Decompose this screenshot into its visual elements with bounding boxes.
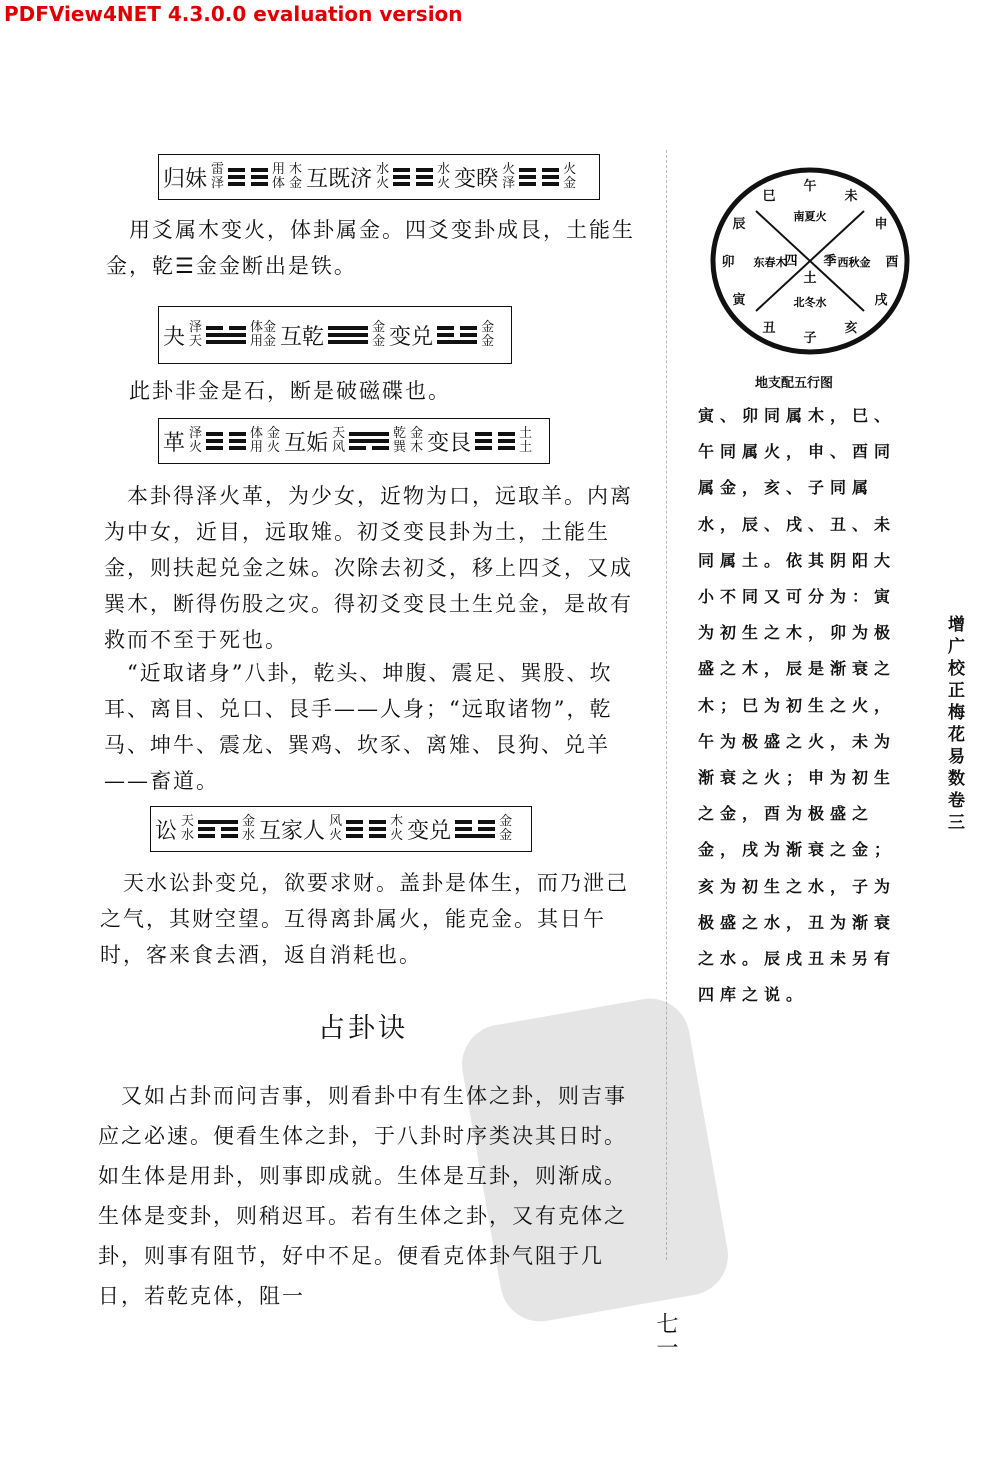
stacked-annotation bbox=[372, 321, 385, 349]
yao-line bbox=[455, 834, 495, 838]
branch-label: 丑 bbox=[762, 320, 776, 336]
stacked-annotation bbox=[189, 321, 202, 349]
branch-label: 未 bbox=[844, 189, 858, 205]
annotation-line: 水 bbox=[376, 162, 390, 177]
stacked-annotation bbox=[289, 163, 302, 191]
stacked-annotation bbox=[181, 815, 194, 843]
earthly-branches-diagram bbox=[708, 166, 912, 356]
yao-line bbox=[228, 168, 268, 172]
paragraph-2: 此卦非金是石，断是破磁碟也。 bbox=[106, 379, 451, 403]
hexagram-name: 讼 bbox=[155, 818, 178, 844]
paragraph-1: 用爻属木变火，体卦属金。四爻变卦成艮，土能生金，乾☰金金断出是铁。 bbox=[106, 218, 635, 278]
hexagram-box-guai bbox=[158, 306, 512, 364]
annotation-line: 水 bbox=[181, 828, 195, 843]
yao-line bbox=[455, 820, 495, 824]
yao-line bbox=[206, 432, 246, 436]
yao-line bbox=[519, 168, 559, 172]
yao-line bbox=[393, 182, 433, 186]
annotation-line: 金 bbox=[267, 426, 281, 441]
stacked-annotation bbox=[376, 163, 389, 191]
annotation-line: 金 bbox=[289, 176, 303, 191]
annotation-line: 泽 bbox=[211, 176, 225, 191]
yao-line bbox=[475, 439, 515, 443]
stacked-annotation bbox=[410, 427, 423, 455]
annotation-line: 泽 bbox=[189, 320, 203, 335]
branch-label: 子 bbox=[803, 331, 817, 346]
yao-line bbox=[206, 439, 246, 443]
annotation-line: 体 bbox=[272, 176, 286, 191]
yao-line bbox=[519, 175, 559, 179]
yao-line bbox=[206, 326, 246, 330]
yao-line bbox=[346, 820, 386, 824]
stacked-annotation bbox=[393, 427, 406, 455]
hexagram-lines-icon bbox=[455, 820, 495, 838]
yao-line bbox=[206, 340, 246, 344]
hexagram-name: 变睽 bbox=[454, 166, 499, 192]
hexagram-lines-icon bbox=[349, 432, 389, 450]
stacked-annotation bbox=[250, 427, 263, 455]
branch-label: 寅 bbox=[732, 293, 746, 308]
yao-line bbox=[198, 834, 238, 838]
section-heading: 占卦诀 bbox=[318, 1013, 408, 1044]
hexagram-lines-icon bbox=[519, 168, 559, 186]
stacked-annotation bbox=[481, 321, 494, 349]
hexagram-box-ge bbox=[158, 418, 550, 464]
stacked-annotation bbox=[499, 815, 512, 843]
hexagram-lines-icon bbox=[328, 326, 368, 344]
annotation-line: 天 bbox=[181, 814, 195, 829]
yao-line bbox=[198, 827, 238, 831]
yao-line bbox=[349, 439, 389, 443]
annotation-line: 木 bbox=[289, 162, 303, 177]
hexagram-box-guimei bbox=[158, 154, 600, 200]
annotation-line: 火 bbox=[437, 176, 451, 191]
annotation-line: 泽 bbox=[189, 426, 203, 441]
annotation-line: 火 bbox=[329, 828, 343, 843]
west-label: 西秋金 bbox=[837, 256, 871, 269]
stacked-annotation bbox=[390, 815, 403, 843]
yao-line bbox=[206, 333, 246, 337]
yao-line bbox=[475, 446, 515, 450]
annotation-line: 天 bbox=[189, 334, 203, 349]
annotation-line: 火 bbox=[376, 176, 390, 191]
stacked-annotation bbox=[519, 427, 532, 455]
east-label: 东春木 bbox=[753, 256, 787, 269]
annotation-line: 金 bbox=[481, 334, 495, 349]
annotation-line: 金 bbox=[499, 814, 513, 829]
evaluation-watermark: PDFView4NET 4.3.0.0 evaluation version bbox=[4, 2, 463, 26]
hexagram-lines-icon bbox=[346, 820, 386, 838]
hexagram-name: 互姤 bbox=[284, 430, 329, 456]
hexagram-name: 变艮 bbox=[427, 430, 472, 456]
branch-label: 酉 bbox=[885, 255, 899, 270]
yao-line bbox=[393, 175, 433, 179]
hexagram-lines-icon bbox=[206, 432, 246, 450]
yao-line bbox=[228, 182, 268, 186]
branch-label: 巳 bbox=[762, 189, 776, 205]
annotation-line: 火 bbox=[502, 162, 516, 177]
annotation-line: 巽 bbox=[393, 440, 407, 455]
stacked-annotation bbox=[329, 815, 342, 843]
yao-line bbox=[349, 432, 389, 436]
yao-line bbox=[519, 182, 559, 186]
season-label: 季 bbox=[823, 254, 837, 269]
hexagram-name: 变兑 bbox=[389, 324, 434, 350]
annotation-line: 风 bbox=[329, 814, 343, 829]
four-label: 四 bbox=[784, 254, 798, 269]
hexagram-name: 归妹 bbox=[163, 166, 208, 192]
yao-line bbox=[393, 168, 433, 172]
stacked-annotation bbox=[250, 321, 276, 349]
stacked-annotation bbox=[437, 163, 450, 191]
stacked-annotation bbox=[189, 427, 202, 455]
annotation-line: 木 bbox=[390, 814, 404, 829]
paragraph-3: 本卦得泽火革，为少女，近物为口，远取羊。内离为中女，近目，远取雉。初爻变艮卦为土，土能生金，则扶起兑金之妹。次除去初爻，移上四爻，又成巽木，断得伤股之灾。得初爻变艮土生兑金，是故有救而不至于死也。 bbox=[104, 484, 633, 652]
branch-label: 卯 bbox=[721, 255, 735, 270]
annotation-line: 金 bbox=[372, 320, 386, 335]
stacked-annotation bbox=[211, 163, 224, 191]
diagram-caption: 地支配五行图 bbox=[755, 376, 834, 391]
annotation-line: 土 bbox=[519, 440, 533, 455]
annotation-line: 水 bbox=[437, 162, 451, 177]
hexagram-lines-icon bbox=[228, 168, 268, 186]
annotation-line: 雷 bbox=[211, 162, 225, 177]
annotation-line: 用 bbox=[272, 162, 286, 177]
annotation-line: 火 bbox=[390, 828, 404, 843]
hexagram-lines-icon bbox=[475, 432, 515, 450]
hexagram-name: 夬 bbox=[163, 324, 186, 350]
center-label: 土 bbox=[803, 271, 817, 286]
stacked-annotation bbox=[563, 163, 576, 191]
annotation-line: 体 bbox=[250, 426, 264, 441]
hexagram-lines-icon bbox=[437, 326, 477, 344]
yao-line bbox=[328, 333, 368, 337]
hexagram-lines-icon bbox=[206, 326, 246, 344]
page-number: 七一 bbox=[653, 1312, 678, 1360]
stacked-annotation bbox=[502, 163, 515, 191]
hexagram-name: 变兑 bbox=[407, 818, 452, 844]
yao-line bbox=[328, 340, 368, 344]
hexagram-name: 互乾 bbox=[280, 324, 325, 350]
branch-label: 亥 bbox=[844, 320, 858, 336]
yao-line bbox=[349, 446, 389, 450]
hexagram-name: 互既济 bbox=[306, 166, 373, 192]
annotation-line: 金 bbox=[242, 814, 256, 829]
paragraph-5: 天水讼卦变兑，欲要求财。盖卦是体生，而乃泄己之气，其财空望。互得离卦属火，能克金。其日午时，客来食去酒，返自消耗也。 bbox=[100, 871, 629, 967]
hexagram-box-song bbox=[150, 806, 532, 852]
branch-label: 申 bbox=[874, 217, 888, 232]
annotation-line: 用金 bbox=[250, 334, 277, 349]
north-label: 北冬水 bbox=[793, 296, 827, 309]
stacked-annotation bbox=[267, 427, 280, 455]
yao-line bbox=[475, 432, 515, 436]
yao-line bbox=[437, 340, 477, 344]
annotation-line: 金 bbox=[499, 828, 513, 843]
annotation-line: 金 bbox=[481, 320, 495, 335]
yao-line bbox=[346, 827, 386, 831]
annotation-line: 火 bbox=[563, 162, 577, 177]
yao-line bbox=[437, 326, 477, 330]
hexagram-name: 革 bbox=[163, 430, 186, 456]
annotation-line: 金 bbox=[410, 426, 424, 441]
annotation-line: 木 bbox=[410, 440, 424, 455]
yao-line bbox=[206, 446, 246, 450]
diagram-svg bbox=[708, 166, 912, 356]
yao-line bbox=[346, 834, 386, 838]
annotation-line: 火 bbox=[267, 440, 281, 455]
annotation-line: 土 bbox=[519, 426, 533, 441]
annotation-line: 乾 bbox=[393, 426, 407, 441]
annotation-line: 泽 bbox=[502, 176, 516, 191]
branch-label: 辰 bbox=[732, 217, 746, 232]
hexagram-lines-icon bbox=[198, 820, 238, 838]
paragraph-4: “近取诸身”八卦，乾头、坤腹、震足、巽股、坎耳、离目、兑口、艮手——人身；“远取诸物”，乾马、坤牛、震龙、巽鸡、坎豕、离雉、艮狗、兑羊——畜道。 bbox=[104, 661, 613, 793]
book-title-vertical: 增广校正梅花易数卷三 bbox=[944, 615, 964, 835]
yao-line bbox=[328, 326, 368, 330]
annotation-line: 体金 bbox=[250, 320, 277, 335]
annotation-line: 天 bbox=[332, 426, 346, 441]
paragraph-6: 又如占卦而问吉事，则看卦中有生体之卦，则吉事应之必速。便看生体之卦，于八卦时序类决其日时。如生体是用卦，则事即成就。生体是互卦，则渐成。生体是变卦，则稍迟耳。若有生体之卦，又有克体之卦，则事有阻节，好中不足。便看克体卦气阻于几日，若乾克体，阻一 bbox=[98, 1084, 627, 1308]
annotation-line: 火 bbox=[189, 440, 203, 455]
yao-line bbox=[437, 333, 477, 337]
annotation-line: 水 bbox=[242, 828, 256, 843]
hexagram-name: 互家人 bbox=[259, 818, 326, 844]
hexagram-lines-icon bbox=[393, 168, 433, 186]
yao-line bbox=[455, 827, 495, 831]
side-annotation: 寅、卯同属木，巳、午同属火，申、酉同属金，亥、子同属水，辰、戌、丑、未同属土。依其阴阳大小不同又可分为：寅为初生之木，卯为极盛之木，辰是渐衰之木；巳为初生之火，午为极盛之火，未为渐衰之火；申为初生之金，酉为极盛之金，戌为渐衰之金；亥为初生之水，子为极盛之水，丑为渐衰之水。辰戌丑未另有四库之说。 bbox=[698, 406, 897, 1005]
branch-label: 午 bbox=[803, 179, 817, 194]
annotation-line: 金 bbox=[563, 176, 577, 191]
annotation-line: 风 bbox=[332, 440, 346, 455]
stacked-annotation bbox=[332, 427, 345, 455]
annotation-line: 金 bbox=[372, 334, 386, 349]
stacked-annotation bbox=[242, 815, 255, 843]
yao-line bbox=[228, 175, 268, 179]
south-label: 南夏火 bbox=[793, 210, 827, 223]
branch-label: 戌 bbox=[874, 293, 888, 308]
stacked-annotation bbox=[272, 163, 285, 191]
yao-line bbox=[198, 820, 238, 824]
annotation-line: 用 bbox=[250, 440, 264, 455]
